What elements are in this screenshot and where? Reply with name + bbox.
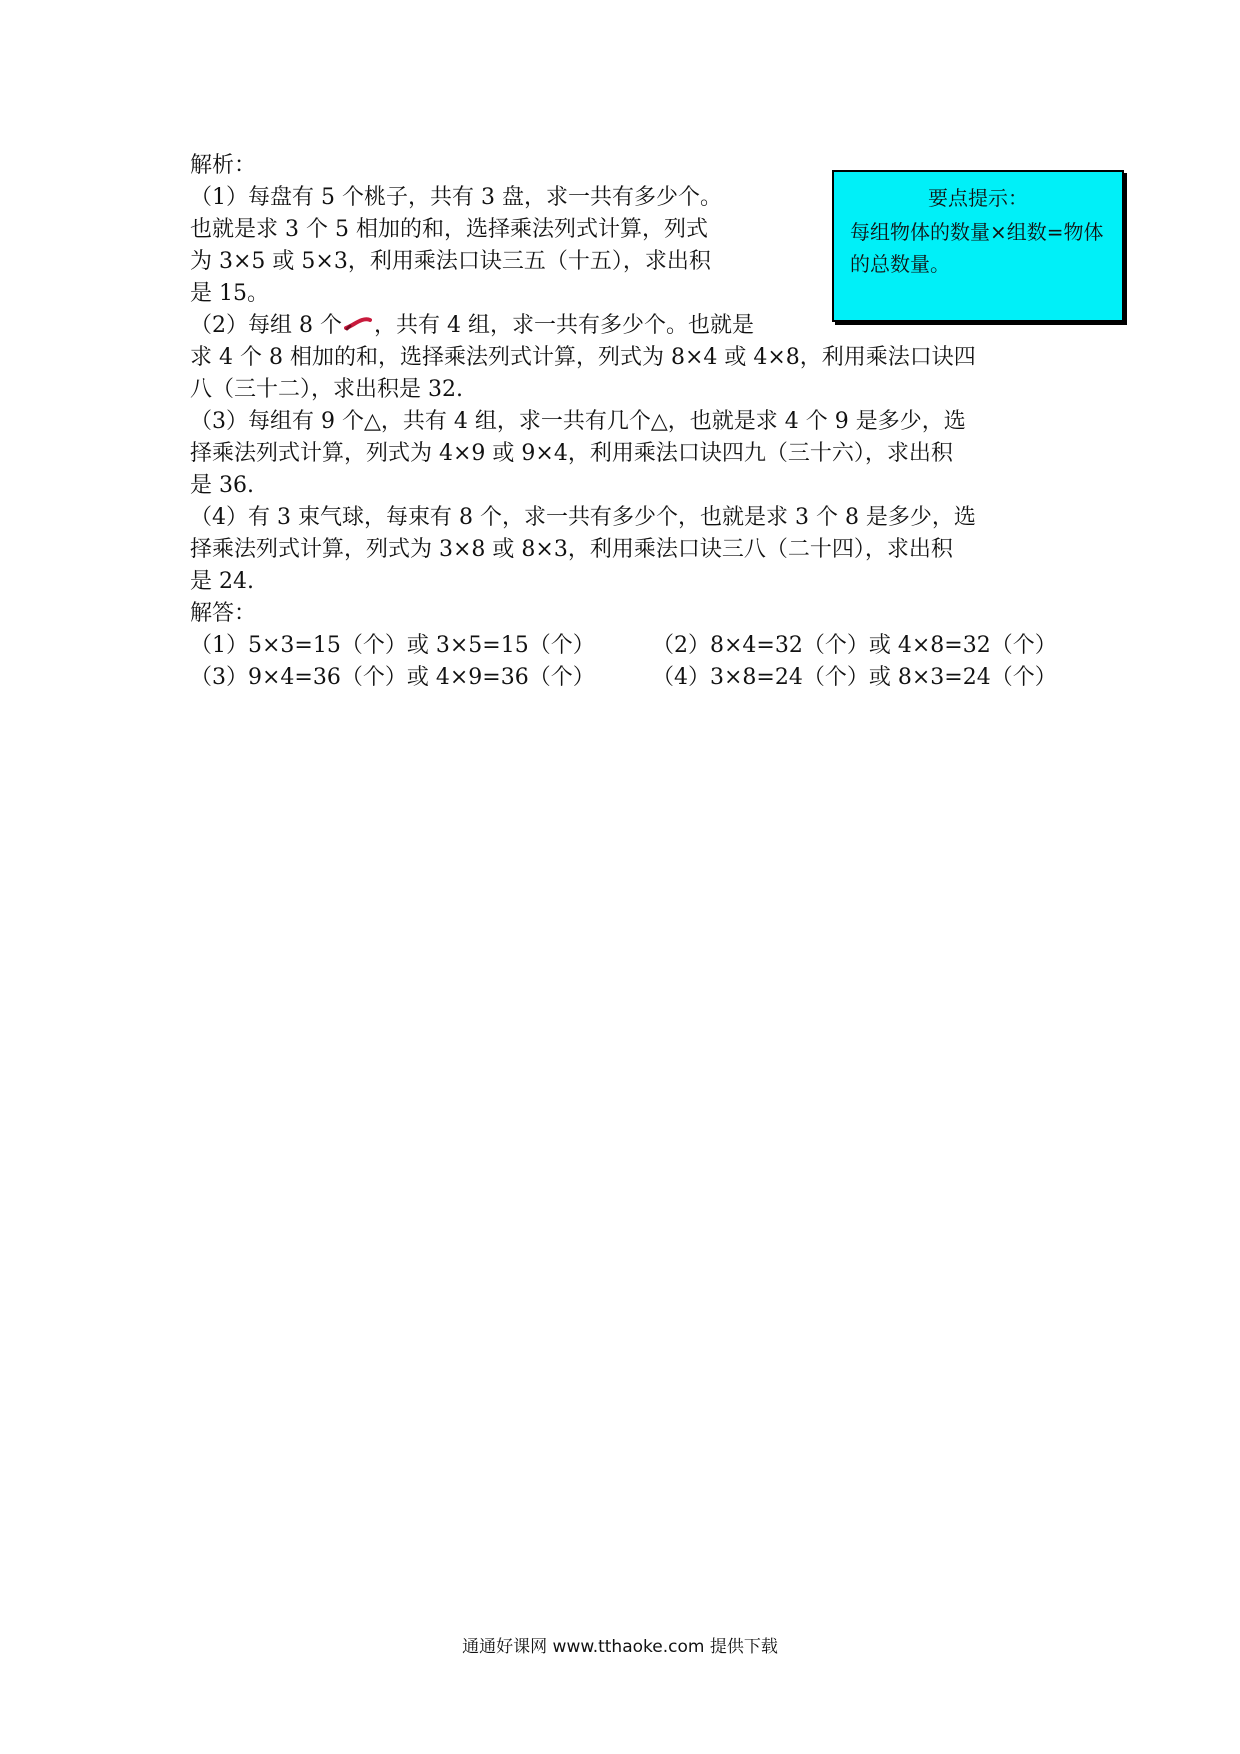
p4-line-3: 是 24. bbox=[190, 569, 254, 594]
p1-line-2: 也就是求 3 个 5 相加的和，选择乘法列式计算，列式 bbox=[190, 217, 708, 242]
p3-line-3: 是 36. bbox=[190, 473, 254, 498]
p2-line-3: 八（三十二），求出积是 32. bbox=[190, 377, 463, 402]
answer-title: 解答： bbox=[190, 601, 257, 626]
answer-2: （2）8×4=32（个）或 4×8=32（个） bbox=[652, 633, 1057, 658]
p4-line-1: （4）有 3 束气球，每束有 8 个，求一共有多少个，也就是求 3 个 8 是多少，选 bbox=[190, 505, 976, 530]
p2-line-2: 求 4 个 8 相加的和，选择乘法列式计算，列式为 8×4 或 4×8，利用乘法口诀四 bbox=[190, 345, 976, 370]
footer-source: 通通好课网 www.tthaoke.com 提供下载 bbox=[462, 1637, 778, 1657]
p3-line-1: （3）每组有 9 个△，共有 4 组，求一共有几个△，也就是求 4 个 9 是多少，选 bbox=[190, 409, 966, 434]
hint-title: 要点提示： bbox=[928, 186, 1028, 210]
p2-line-1-end: ，共有 4 组，求一共有多少个。也就是 bbox=[373, 313, 754, 338]
answer-3: （3）9×4=36（个）或 4×9=36（个） bbox=[190, 665, 595, 690]
hint-text: 每组物体的数量×组数=物体的总数量。 bbox=[850, 220, 1104, 276]
p2-line-1 bbox=[190, 310, 754, 342]
answer-4: （4）3×8=24（个）或 8×3=24（个） bbox=[652, 665, 1057, 690]
key-point-hint-box bbox=[832, 170, 1124, 322]
p3-line-2: 择乘法列式计算，列式为 4×9 或 9×4，利用乘法口诀四九（三十六），求出积 bbox=[190, 441, 953, 466]
analysis-title: 解析： bbox=[190, 153, 257, 178]
red-hook-icon bbox=[344, 310, 372, 342]
p4-line-2: 择乘法列式计算，列式为 3×8 或 8×3，利用乘法口诀三八（二十四），求出积 bbox=[190, 537, 953, 562]
p1-line-1: （1）每盘有 5 个桃子，共有 3 盘，求一共有多少个。 bbox=[190, 185, 722, 210]
answer-1: （1）5×3=15（个）或 3×5=15（个） bbox=[190, 633, 595, 658]
p2-line-1-start: （2）每组 8 个 bbox=[190, 313, 342, 338]
p1-line-3: 为 3×5 或 5×3，利用乘法口诀三五（十五），求出积 bbox=[190, 249, 711, 274]
p1-line-4: 是 15。 bbox=[190, 281, 269, 306]
